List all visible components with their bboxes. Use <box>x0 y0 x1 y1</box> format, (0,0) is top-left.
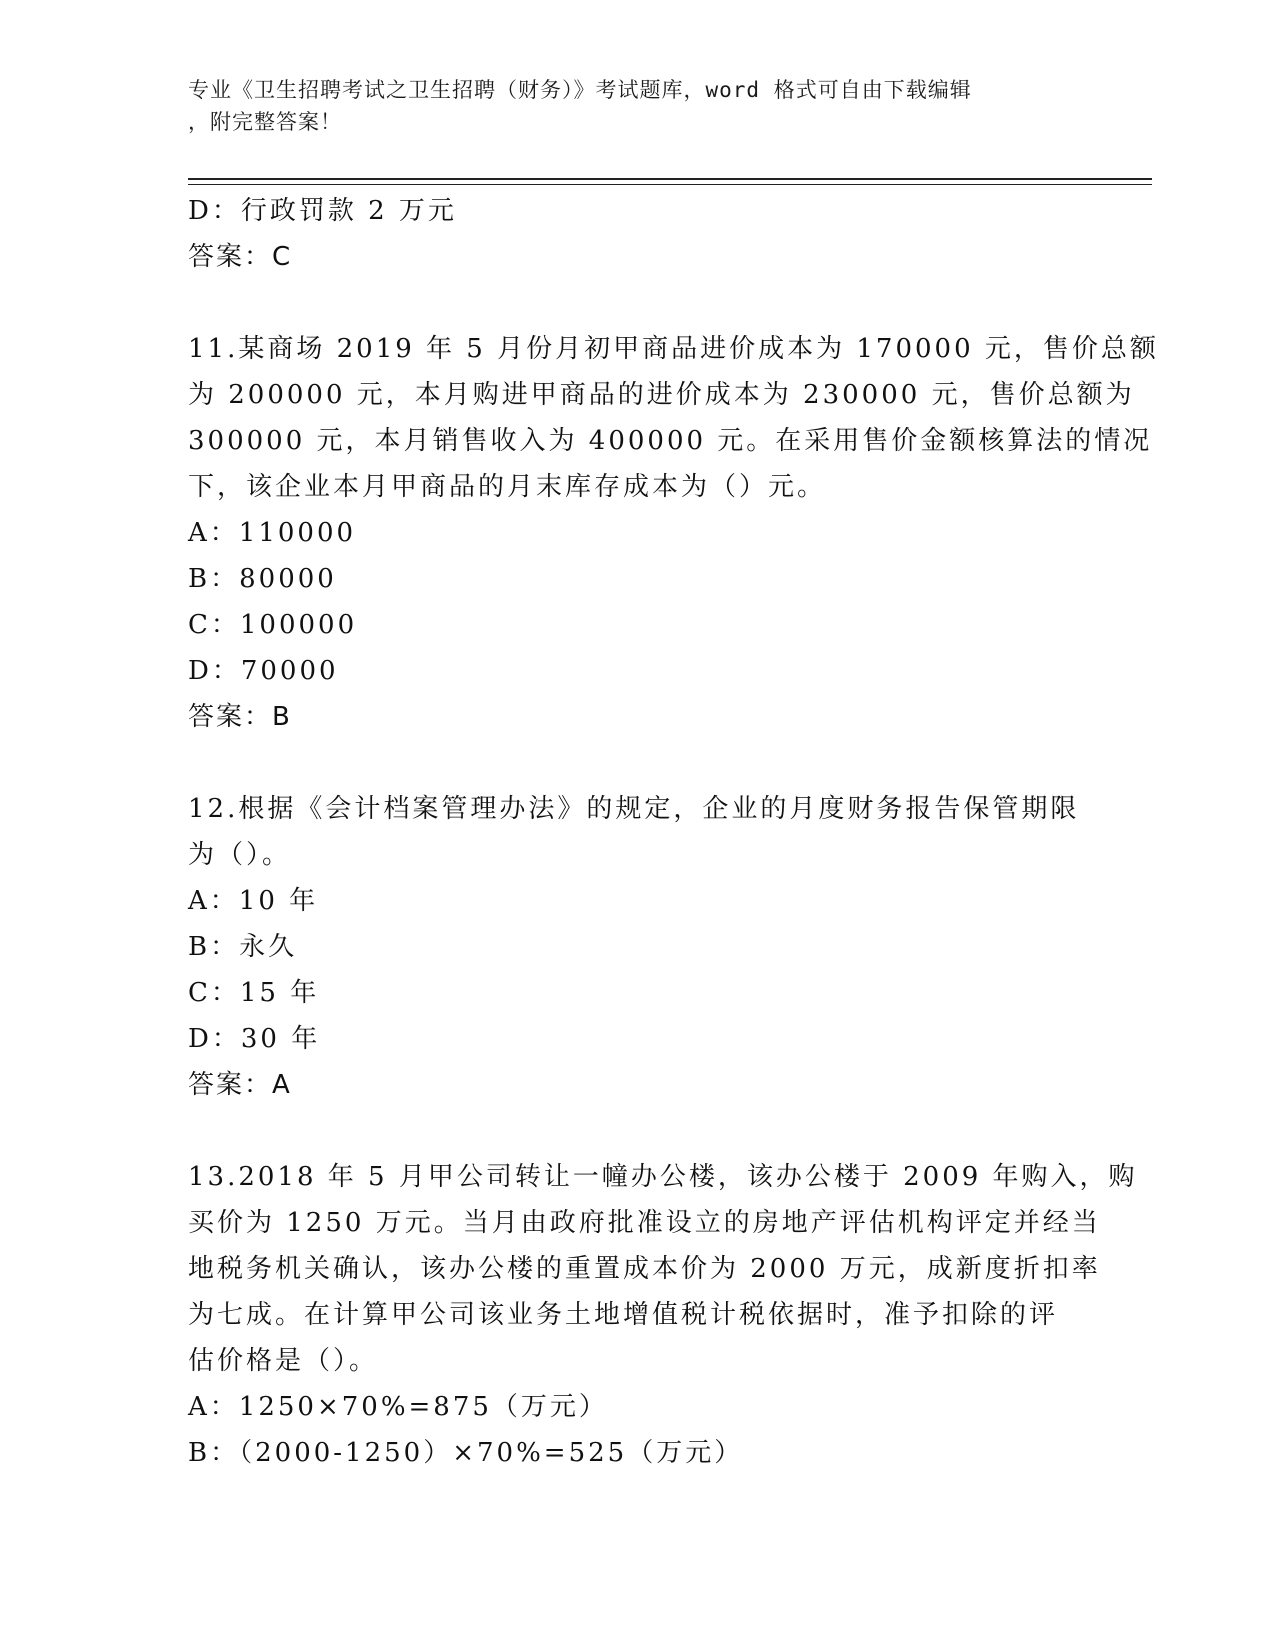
option-a: A：110000 <box>188 518 357 548</box>
question-stem-line: 估价格是（）。 <box>188 1346 379 1376</box>
question-stem-line: 300000 元，本月销售收入为 400000 元。在采用售价金额核算法的情况 <box>188 426 1153 456</box>
question-12 <box>188 786 1088 1108</box>
header-line-2: ，附完整答案！ <box>188 110 342 134</box>
header-line-1: 专业《卫生招聘考试之卫生招聘（财务）》考试题库，word 格式可自由下载编辑 <box>188 78 972 102</box>
option-d: D：30 年 <box>188 1024 321 1054</box>
option-b: B：永久 <box>188 932 298 962</box>
document-header <box>188 74 1088 138</box>
question-stem-line: 为七成。在计算甲公司该业务土地增值税计税依据时，准予扣除的评 <box>188 1300 1059 1330</box>
question-13 <box>188 1154 1138 1476</box>
question-stem-line: 地税务机关确认，该办公楼的重置成本价为 2000 万元，成新度折扣率 <box>188 1254 1101 1284</box>
option-d: D：行政罚款 2 万元 <box>188 196 457 226</box>
option-d: D：70000 <box>188 656 339 686</box>
answer-line: 答案：C <box>188 242 293 272</box>
question-stem-line: 为 200000 元，本月购进甲商品的进价成本为 230000 元，售价总额为 <box>188 380 1135 410</box>
question-stem-line: 12.根据《会计档案管理办法》的规定，企业的月度财务报告保管期限 <box>188 794 1080 824</box>
question-10 <box>188 188 1088 280</box>
answer-line: 答案：A <box>188 1070 292 1100</box>
option-b: B：80000 <box>188 564 337 594</box>
option-c: C：100000 <box>188 610 358 640</box>
question-stem-line: 13.2018 年 5 月甲公司转让一幢办公楼，该办公楼于 2009 年购入，购 <box>188 1162 1138 1192</box>
question-content <box>188 188 1159 1476</box>
question-stem-line: 买价为 1250 万元。当月由政府批准设立的房地产评估机构评定并经当 <box>188 1208 1101 1238</box>
header-divider-thin <box>188 184 1152 185</box>
question-11 <box>188 326 1159 740</box>
question-stem-line: 下，该企业本月甲商品的月末库存成本为（）元。 <box>188 472 827 502</box>
option-b: B：（2000-1250）×70%=525（万元） <box>188 1438 744 1468</box>
question-stem-line: 11.某商场 2019 年 5 月份月初甲商品进价成本为 170000 元，售价总额 <box>188 334 1159 364</box>
option-a: A：1250×70%=875（万元） <box>188 1392 608 1422</box>
question-stem-line: 为（）。 <box>188 840 292 870</box>
option-a: A：10 年 <box>188 886 319 916</box>
option-c: C：15 年 <box>188 978 320 1008</box>
answer-line: 答案：B <box>188 702 292 732</box>
header-divider-thick <box>188 178 1152 180</box>
